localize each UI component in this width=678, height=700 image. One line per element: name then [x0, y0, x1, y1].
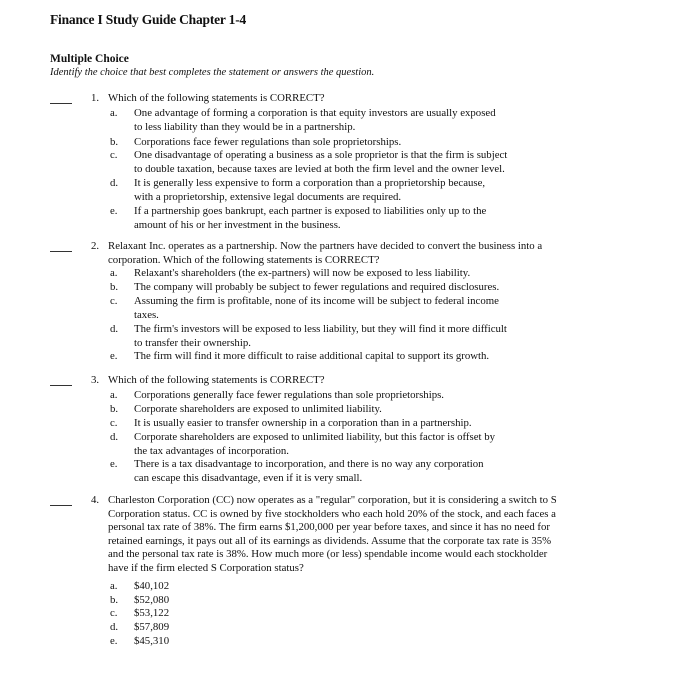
question-number: 1. [91, 92, 100, 104]
option-text: The firm will find it more difficult to raise additional capital to support its growth. [134, 350, 490, 362]
option-letter: b. [110, 136, 119, 148]
option-letter: c. [110, 417, 118, 429]
answer-blank [50, 251, 72, 252]
option-text: $57,809 [134, 621, 170, 633]
option-letter: a. [110, 389, 118, 401]
answer-blank [50, 103, 72, 104]
option-text: Corporate shareholders are exposed to unlimited liability. [134, 403, 382, 415]
option-text: $45,310 [134, 635, 170, 647]
option-text: It is generally less expensive to form a corporation than a proprietorship because, with a proprietorship, extensive legal documents are required. [134, 177, 486, 203]
option-text: It is usually easier to transfer ownership in a corporation than in a partnership. [134, 417, 472, 429]
question-number: 3. [91, 374, 100, 386]
answer-blank [50, 385, 72, 386]
option-letter: d. [110, 621, 119, 633]
question-text: Charleston Corporation (CC) now operates as a "regular" corporation, but it is considering a switch to S Corporation status. CC is owned by five stockholders who each hold 20% of the stock, and each faces a personal tax rate of 38%. The firm earns $1,200,000 per year before taxes, and since it has no need for retained earnings, it pays out all of its earnings as dividends. Assume that the corporate tax rate is 35% and the personal tax rate is 38%. How much more (or less) spendable income would each stockholder have if the firm elected S Corporation status? [108, 494, 557, 574]
document-title: Finance I Study Guide Chapter 1-4 [50, 12, 247, 27]
option-text: If a partnership goes bankrupt, each partner is exposed to liabilities only up to the amount of his or her investment in the business. [134, 205, 487, 231]
option-letter: d. [110, 323, 119, 335]
option-letter: e. [110, 458, 118, 470]
option-letter: c. [110, 149, 118, 161]
option-text: Relaxant's shareholders (the ex-partners) will now be exposed to less liability. [134, 267, 471, 279]
question-number: 4. [91, 494, 100, 506]
option-letter: c. [110, 295, 118, 307]
option-letter: e. [110, 205, 118, 217]
option-letter: d. [110, 431, 119, 443]
question-text: Relaxant Inc. operates as a partnership. Now the partners have decided to convert the business into a corporation. Which of the following statements is CORRECT? [108, 240, 543, 266]
option-letter: b. [110, 403, 119, 415]
option-text: $53,122 [134, 607, 170, 619]
option-letter: b. [110, 281, 119, 293]
option-text: Assuming the firm is profitable, none of its income will be subject to federal income taxes. [134, 295, 499, 321]
instructions-text: Identify the choice that best completes the statement or answers the question. [50, 67, 375, 78]
option-letter: a. [110, 267, 118, 279]
option-text: One disadvantage of operating a business as a sole proprietor is that the firm is subject to double taxation, because taxes are levied at both the firm level and the owner level. [134, 149, 508, 175]
option-letter: e. [110, 635, 118, 647]
question-text: Which of the following statements is CORRECT? [108, 374, 325, 386]
option-text: $52,080 [134, 594, 170, 606]
option-text: Corporations face fewer regulations than sole proprietorships. [134, 136, 402, 148]
option-text: One advantage of forming a corporation is that equity investors are usually exposed to less liability than they would be in a partnership. [134, 107, 496, 133]
question-number: 2. [91, 240, 100, 252]
option-letter: d. [110, 177, 119, 189]
answer-blank [50, 505, 72, 506]
option-text: Corporations generally face fewer regulations than sole proprietorships. [134, 389, 445, 401]
option-letter: a. [110, 107, 118, 119]
option-text: Corporate shareholders are exposed to unlimited liability, but this factor is offset by the tax advantages of incorporation. [134, 431, 496, 457]
option-letter: b. [110, 594, 119, 606]
option-text: There is a tax disadvantage to incorporation, and there is no way any corporation can escape this disadvantage, even if it is very small. [134, 458, 484, 484]
option-letter: e. [110, 350, 118, 362]
question-text: Which of the following statements is CORRECT? [108, 92, 325, 104]
option-text: The firm's investors will be exposed to less liability, but they will find it more difficult to transfer their ownership. [134, 323, 507, 349]
section-heading: Multiple Choice [50, 53, 129, 65]
option-letter: c. [110, 607, 118, 619]
option-letter: a. [110, 580, 118, 592]
option-text: The company will probably be subject to fewer regulations and required disclosures. [134, 281, 500, 293]
option-text: $40,102 [134, 580, 170, 592]
